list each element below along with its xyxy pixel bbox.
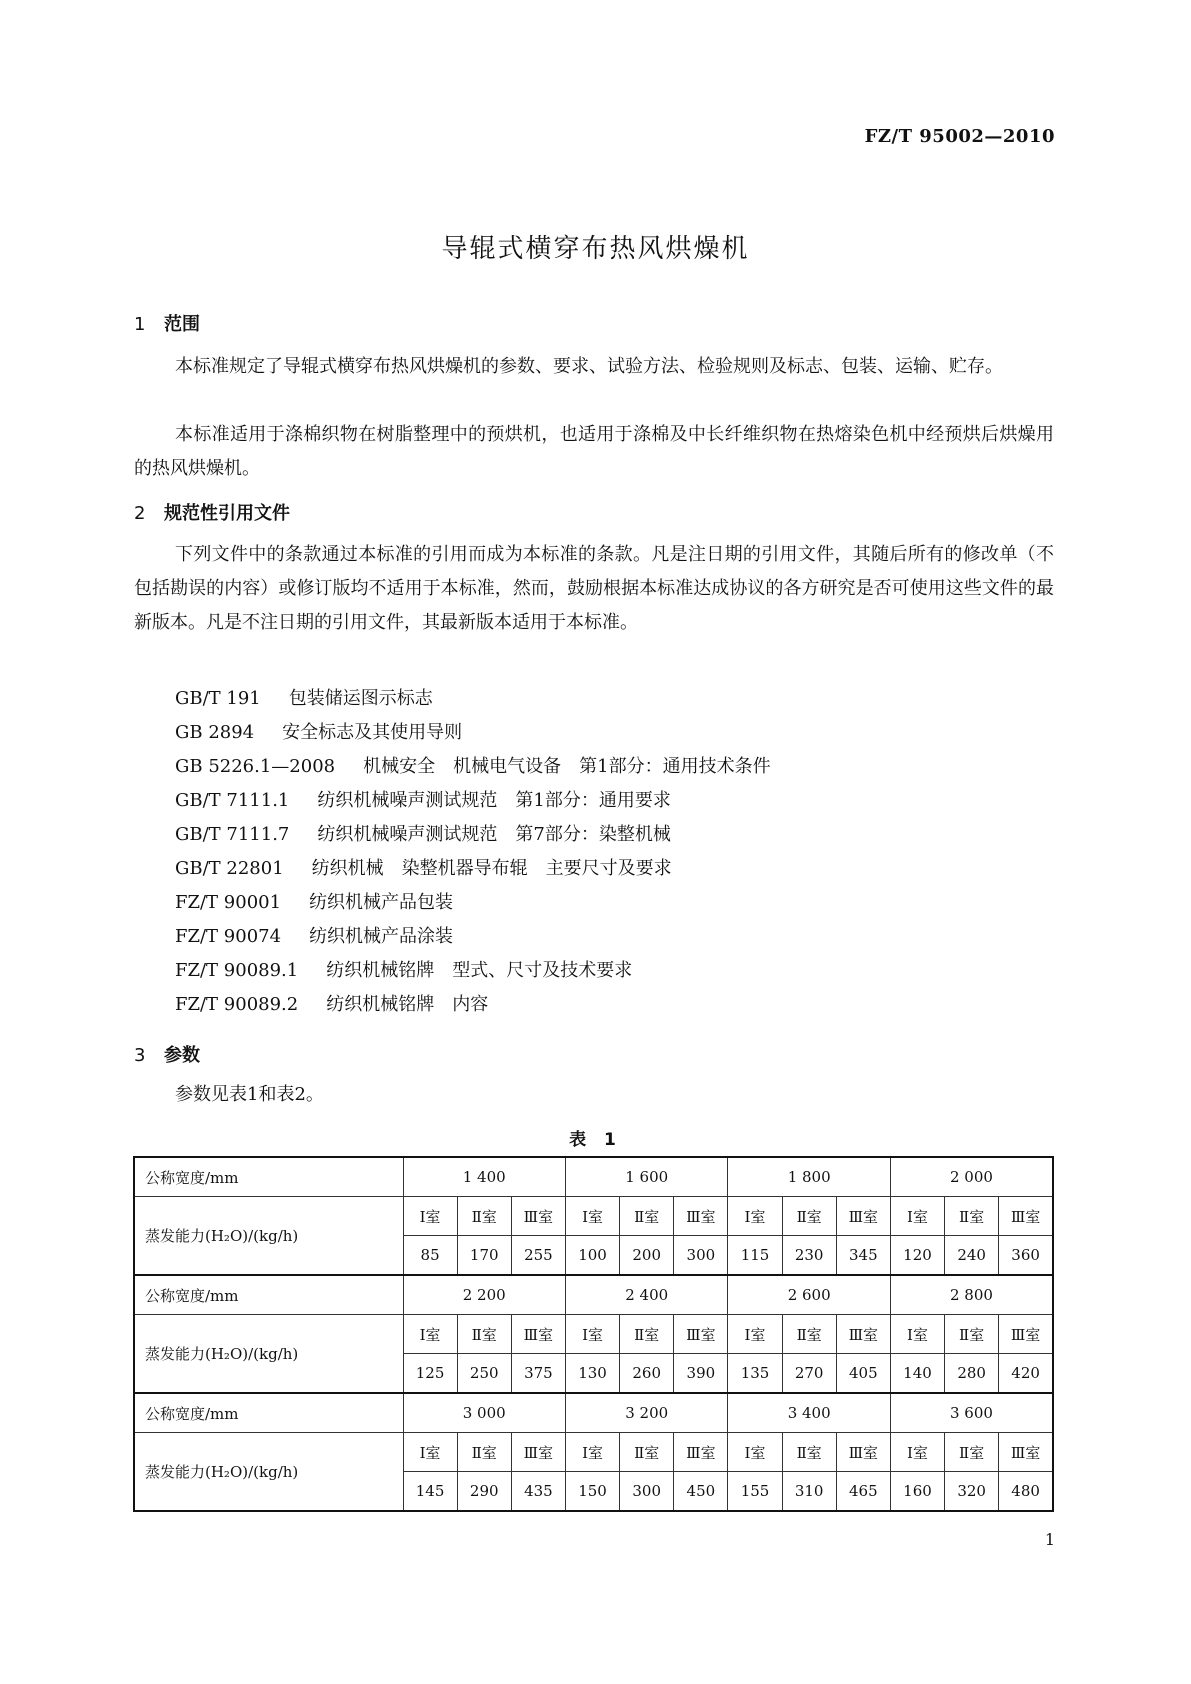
width-value-cell: 3 200 <box>565 1393 727 1433</box>
chamber-header-cell: Ⅰ室 <box>890 1433 944 1472</box>
parameter-table-body <box>134 1157 1053 1511</box>
width-value-cell: 3 400 <box>728 1393 890 1433</box>
capacity-value-cell: 150 <box>565 1472 619 1512</box>
chamber-header-cell: Ⅱ室 <box>945 1197 999 1236</box>
chamber-header-cell: Ⅱ室 <box>620 1315 674 1354</box>
chamber-header-cell: Ⅱ室 <box>457 1315 511 1354</box>
section-heading-scope <box>134 310 200 336</box>
capacity-value-cell: 255 <box>511 1236 565 1276</box>
chamber-header-cell: Ⅰ室 <box>565 1315 619 1354</box>
capacity-value-cell: 290 <box>457 1472 511 1512</box>
reference-title: 纺织机械 染整机器导布辊 主要尺寸及要求 <box>311 858 672 879</box>
capacity-value-cell: 375 <box>511 1354 565 1394</box>
chamber-header-cell: Ⅰ室 <box>890 1197 944 1236</box>
width-label-cell: 公称宽度/mm <box>134 1393 403 1433</box>
reference-item <box>175 818 771 852</box>
capacity-value-cell: 115 <box>728 1236 782 1276</box>
reference-code: GB 2894 <box>175 722 255 743</box>
reference-code: GB/T 191 <box>175 688 261 709</box>
capacity-label-cell: 蒸发能力(H₂O)/(kg/h) <box>134 1197 403 1276</box>
capacity-value-cell: 170 <box>457 1236 511 1276</box>
section-heading-references <box>134 499 290 525</box>
capacity-value-cell: 240 <box>945 1236 999 1276</box>
table-row-chambers <box>134 1197 1053 1236</box>
reference-item <box>175 682 771 716</box>
capacity-value-cell: 260 <box>620 1354 674 1394</box>
reference-item <box>175 750 771 784</box>
reference-item <box>175 920 771 954</box>
capacity-value-cell: 450 <box>674 1472 728 1512</box>
section-title: 规范性引用文件 <box>164 503 290 524</box>
chamber-header-cell: Ⅲ室 <box>674 1197 728 1236</box>
parameter-table <box>133 1156 1054 1512</box>
chamber-header-cell: Ⅰ室 <box>728 1197 782 1236</box>
table-row-width <box>134 1157 1053 1197</box>
scope-paragraph-1: 本标准规定了导辊式横穿布热风烘燥机的参数、要求、试验方法、检验规则及标志、包装、运输、贮存。 <box>175 356 1003 377</box>
capacity-value-cell: 135 <box>728 1354 782 1394</box>
capacity-value-cell: 155 <box>728 1472 782 1512</box>
table-row-width <box>134 1393 1053 1433</box>
capacity-value-cell: 120 <box>890 1236 944 1276</box>
reference-title: 纺织机械产品涂装 <box>309 926 454 947</box>
reference-code: GB/T 7111.7 <box>175 824 290 845</box>
standard-code: FZ/T 95002—2010 <box>864 126 1055 147</box>
chamber-header-cell: Ⅱ室 <box>945 1315 999 1354</box>
reference-item <box>175 988 771 1022</box>
table-row-width <box>134 1275 1053 1315</box>
references-intro: 下列文件中的条款通过本标准的引用而成为本标准的条款。凡是注日期的引用文件，其随后所有的修改单（不包括勘误的内容）或修订版均不适用于本标准，然而，鼓励根据本标准达成协议的各方研究是否可使用这些文件的最新版本。凡是不注日期的引用文件，其最新版本适用于本标准。 <box>134 544 1054 633</box>
reference-code: FZ/T 90001 <box>175 892 282 913</box>
chamber-header-cell: Ⅲ室 <box>511 1315 565 1354</box>
reference-title: 纺织机械噪声测试规范 第7部分：染整机械 <box>317 824 671 845</box>
table-row-chambers <box>134 1315 1053 1354</box>
width-label-cell: 公称宽度/mm <box>134 1275 403 1315</box>
capacity-value-cell: 480 <box>999 1472 1053 1512</box>
width-label-cell: 公称宽度/mm <box>134 1157 403 1197</box>
reference-code: GB/T 7111.1 <box>175 790 290 811</box>
reference-title: 纺织机械噪声测试规范 第1部分：通用要求 <box>317 790 671 811</box>
capacity-value-cell: 85 <box>403 1236 457 1276</box>
reference-item <box>175 954 771 988</box>
reference-title: 纺织机械铭牌 内容 <box>326 994 489 1015</box>
width-value-cell: 2 800 <box>890 1275 1053 1315</box>
chamber-header-cell: Ⅱ室 <box>945 1433 999 1472</box>
chamber-header-cell: Ⅰ室 <box>728 1433 782 1472</box>
chamber-header-cell: Ⅲ室 <box>674 1433 728 1472</box>
reference-item <box>175 886 771 920</box>
chamber-header-cell: Ⅰ室 <box>565 1197 619 1236</box>
reference-item <box>175 784 771 818</box>
chamber-header-cell: Ⅲ室 <box>511 1433 565 1472</box>
chamber-header-cell: Ⅲ室 <box>511 1197 565 1236</box>
reference-title: 包装储运图示标志 <box>288 688 433 709</box>
capacity-value-cell: 405 <box>836 1354 890 1394</box>
capacity-value-cell: 300 <box>674 1236 728 1276</box>
capacity-value-cell: 250 <box>457 1354 511 1394</box>
reference-item <box>175 852 771 886</box>
chamber-header-cell: Ⅰ室 <box>403 1315 457 1354</box>
width-value-cell: 3 000 <box>403 1393 565 1433</box>
capacity-value-cell: 345 <box>836 1236 890 1276</box>
capacity-value-cell: 160 <box>890 1472 944 1512</box>
reference-title: 安全标志及其使用导则 <box>282 722 463 743</box>
reference-title: 纺织机械产品包装 <box>309 892 454 913</box>
capacity-value-cell: 300 <box>620 1472 674 1512</box>
section-title: 范围 <box>164 314 200 335</box>
capacity-value-cell: 310 <box>782 1472 836 1512</box>
capacity-value-cell: 145 <box>403 1472 457 1512</box>
table-row-chambers <box>134 1433 1053 1472</box>
chamber-header-cell: Ⅰ室 <box>403 1433 457 1472</box>
capacity-value-cell: 320 <box>945 1472 999 1512</box>
chamber-header-cell: Ⅲ室 <box>836 1433 890 1472</box>
capacity-label-cell: 蒸发能力(H₂O)/(kg/h) <box>134 1315 403 1394</box>
section-number: 2 <box>134 503 146 524</box>
capacity-value-cell: 230 <box>782 1236 836 1276</box>
reference-code: GB 5226.1—2008 <box>175 756 336 777</box>
chamber-header-cell: Ⅱ室 <box>457 1197 511 1236</box>
width-value-cell: 1 600 <box>565 1157 727 1197</box>
reference-code: FZ/T 90089.1 <box>175 960 299 981</box>
scope-paragraph-2: 本标准适用于涤棉织物在树脂整理中的预烘机，也适用于涤棉及中长纤维织物在热熔染色机中经预烘后烘燥用的热风烘燥机。 <box>134 424 1054 479</box>
chamber-header-cell: Ⅱ室 <box>457 1433 511 1472</box>
section-number: 3 <box>134 1045 146 1066</box>
capacity-value-cell: 280 <box>945 1354 999 1394</box>
reference-code: FZ/T 90074 <box>175 926 282 947</box>
chamber-header-cell: Ⅰ室 <box>403 1197 457 1236</box>
section-title: 参数 <box>164 1045 200 1066</box>
chamber-header-cell: Ⅰ室 <box>728 1315 782 1354</box>
capacity-value-cell: 270 <box>782 1354 836 1394</box>
reference-title: 机械安全 机械电气设备 第1部分：通用技术条件 <box>363 756 771 777</box>
chamber-header-cell: Ⅱ室 <box>782 1433 836 1472</box>
capacity-value-cell: 100 <box>565 1236 619 1276</box>
reference-list <box>175 682 771 1022</box>
width-value-cell: 2 600 <box>728 1275 890 1315</box>
capacity-value-cell: 465 <box>836 1472 890 1512</box>
section-heading-parameters <box>134 1041 200 1067</box>
chamber-header-cell: Ⅰ室 <box>565 1433 619 1472</box>
reference-code: FZ/T 90089.2 <box>175 994 299 1015</box>
width-value-cell: 1 400 <box>403 1157 565 1197</box>
chamber-header-cell: Ⅲ室 <box>836 1197 890 1236</box>
width-value-cell: 2 000 <box>890 1157 1053 1197</box>
capacity-value-cell: 390 <box>674 1354 728 1394</box>
chamber-header-cell: Ⅲ室 <box>836 1315 890 1354</box>
capacity-value-cell: 140 <box>890 1354 944 1394</box>
page-number: 1 <box>1044 1530 1055 1549</box>
capacity-value-cell: 435 <box>511 1472 565 1512</box>
capacity-value-cell: 420 <box>999 1354 1053 1394</box>
chamber-header-cell: Ⅲ室 <box>999 1315 1053 1354</box>
capacity-value-cell: 200 <box>620 1236 674 1276</box>
capacity-value-cell: 360 <box>999 1236 1053 1276</box>
capacity-label-cell: 蒸发能力(H₂O)/(kg/h) <box>134 1433 403 1512</box>
chamber-header-cell: Ⅲ室 <box>999 1197 1053 1236</box>
chamber-header-cell: Ⅲ室 <box>674 1315 728 1354</box>
chamber-header-cell: Ⅱ室 <box>782 1315 836 1354</box>
width-value-cell: 2 200 <box>403 1275 565 1315</box>
table-caption: 表 1 <box>569 1130 622 1150</box>
width-value-cell: 1 800 <box>728 1157 890 1197</box>
width-value-cell: 3 600 <box>890 1393 1053 1433</box>
chamber-header-cell: Ⅱ室 <box>620 1197 674 1236</box>
reference-item <box>175 716 771 750</box>
parameters-text: 参数见表1和表2。 <box>175 1084 324 1105</box>
width-value-cell: 2 400 <box>565 1275 727 1315</box>
capacity-value-cell: 125 <box>403 1354 457 1394</box>
section-number: 1 <box>134 314 146 335</box>
reference-title: 纺织机械铭牌 型式、尺寸及技术要求 <box>326 960 633 981</box>
chamber-header-cell: Ⅱ室 <box>620 1433 674 1472</box>
chamber-header-cell: Ⅰ室 <box>890 1315 944 1354</box>
document-title: 导辊式横穿布热风烘燥机 <box>441 234 750 264</box>
capacity-value-cell: 130 <box>565 1354 619 1394</box>
chamber-header-cell: Ⅱ室 <box>782 1197 836 1236</box>
reference-code: GB/T 22801 <box>175 858 284 879</box>
chamber-header-cell: Ⅲ室 <box>999 1433 1053 1472</box>
